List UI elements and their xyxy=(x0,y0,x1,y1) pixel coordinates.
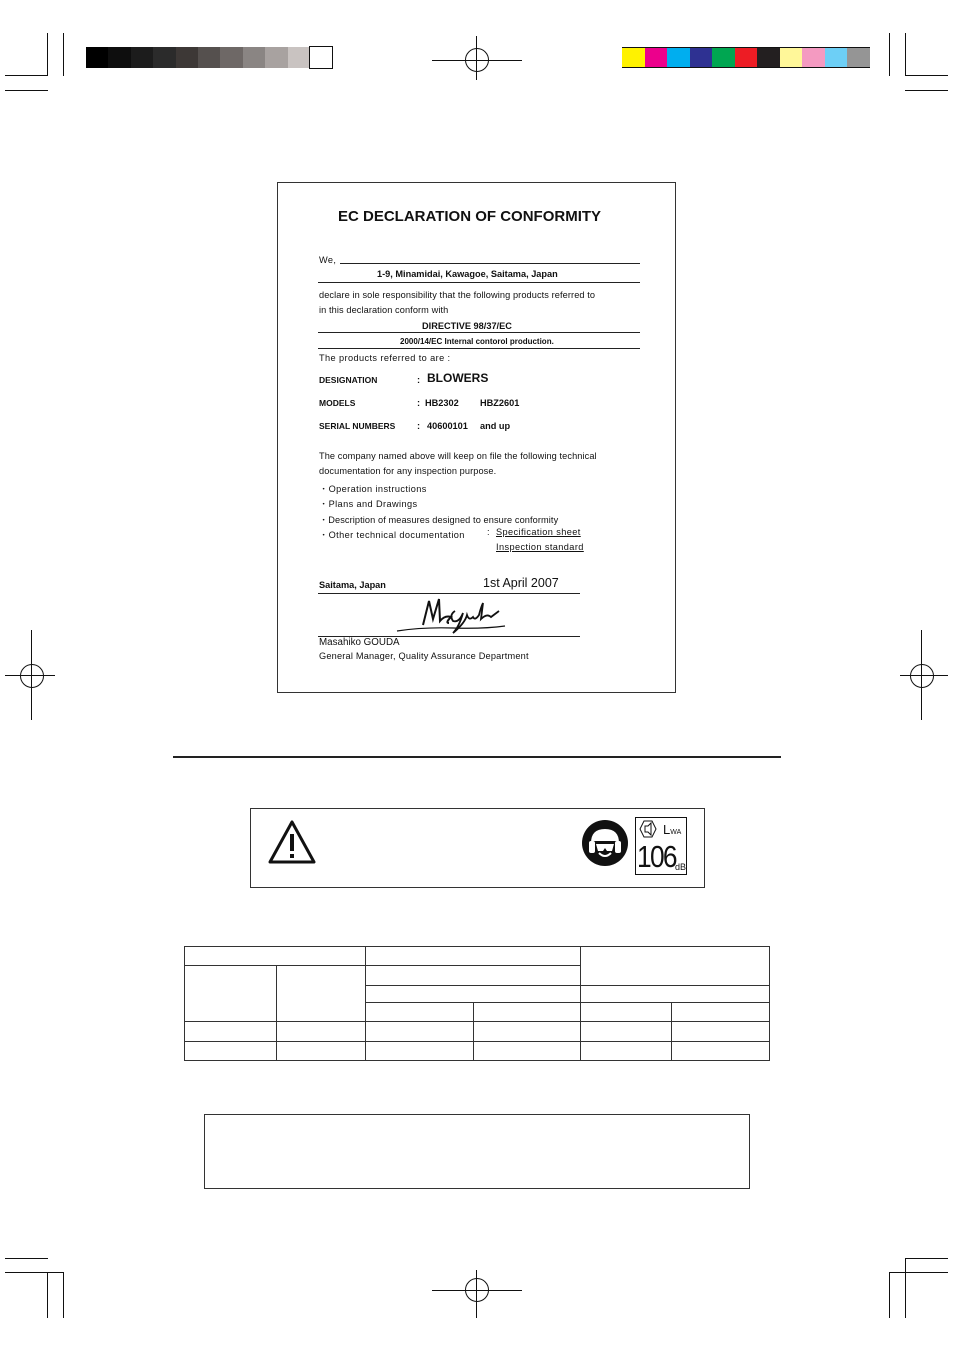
declare-text-line-2: in this declaration conform with xyxy=(319,305,449,315)
eye-ear-protection-icon xyxy=(581,819,629,867)
noise-level-unit: dB xyxy=(675,862,687,872)
company-text-line-2: documentation for any inspection purpose. xyxy=(319,466,497,476)
doc-item: ・Operation instructions xyxy=(319,484,427,494)
models-label: MODELS xyxy=(319,398,356,408)
signature-image xyxy=(393,593,513,637)
color-swatch xyxy=(622,47,645,68)
gray-swatch xyxy=(131,47,153,68)
note-box xyxy=(204,1114,750,1189)
designation-value: BLOWERS xyxy=(427,371,489,385)
color-swatch xyxy=(825,47,848,68)
sound-power-icon xyxy=(638,820,658,838)
color-swatch xyxy=(690,47,713,68)
gray-swatch xyxy=(153,47,175,68)
color-swatch xyxy=(645,47,668,68)
table-cell xyxy=(580,1041,672,1061)
sound-power-label xyxy=(635,817,687,875)
table-cell xyxy=(580,1002,672,1022)
table-cell xyxy=(473,1021,581,1042)
color-swatch xyxy=(780,47,803,68)
table-cell xyxy=(580,1021,672,1042)
inspection-standard-text: Inspection standard xyxy=(496,542,584,552)
directive-text: DIRECTIVE 98/37/EC xyxy=(422,321,512,331)
table-cell xyxy=(365,985,581,1003)
table-cell xyxy=(580,985,770,1003)
gray-swatch xyxy=(176,47,198,68)
table-cell xyxy=(671,1002,770,1022)
directive-2000-text: 2000/14/EC Internal contorol production. xyxy=(400,337,554,346)
gray-swatch xyxy=(108,47,130,68)
gray-swatch xyxy=(198,47,220,68)
serial-number-suffix: and up xyxy=(480,421,511,431)
table-cell xyxy=(365,1021,474,1042)
noise-level-value: 106 xyxy=(637,839,676,874)
warning-label-box xyxy=(250,808,705,888)
table-cell xyxy=(473,1002,581,1022)
table-cell xyxy=(671,1021,770,1042)
ec-declaration-box: EC DECLARATION OF CONFORMITY We, 1-9, Minamidai, Kawagoe, Saitama, Japan declare in sole responsibility that the following products referred to in this declaration conform with DIRECTIVE 98/37/EC 2000/14/EC Internal contorol production. The products referred to are : DESIGNATION : BLOWERS MODELS : HB2302 HBZ2601 SERIAL NUMBERS : 40600101 and up The company named above will keep on file the following technical documentation for any inspection purpose. ・Operation instructions ・Plans and Drawings ・Description of measures designed to ensure conformity ・Other technical documentation : Specification sheet Inspection standard Saitama, Japan 1st April 2007 Masahiko GOUDA General Manager, Quality Assurance Department xyxy=(277,182,676,693)
table-cell xyxy=(365,1002,474,1022)
products-intro: The products referred to are : xyxy=(319,353,451,363)
place-text: Saitama, Japan xyxy=(319,580,386,590)
serial-number-value: 40600101 xyxy=(427,421,468,431)
table-cell xyxy=(365,965,581,986)
gray-swatch xyxy=(220,47,242,68)
table-cell xyxy=(365,1041,474,1061)
we-label: We, xyxy=(319,255,337,265)
table-cell xyxy=(276,965,366,1022)
gray-swatch xyxy=(265,47,287,68)
gray-swatch xyxy=(288,47,310,68)
table-cell xyxy=(276,1041,366,1061)
table-cell xyxy=(580,946,770,986)
table-cell xyxy=(671,1041,770,1061)
table-cell xyxy=(276,1021,366,1042)
color-swatch xyxy=(712,47,735,68)
gray-swatch xyxy=(86,47,108,68)
specification-sheet-text: Specification sheet xyxy=(496,527,581,537)
lwa-label: L xyxy=(663,822,671,837)
color-swatch xyxy=(847,47,870,68)
color-swatch xyxy=(802,47,825,68)
lwa-subscript: WA xyxy=(670,829,682,836)
table-cell xyxy=(184,946,366,966)
table-cell xyxy=(184,1021,277,1042)
color-swatch xyxy=(735,47,758,68)
signer-name: Masahiko GOUDA xyxy=(319,637,400,648)
company-text-line-1: The company named above will keep on file the following technical xyxy=(319,451,597,461)
gray-swatch xyxy=(310,47,332,68)
doc-item: ・Plans and Drawings xyxy=(319,499,418,509)
doc-item: ・Description of measures designed to ensure conformity xyxy=(319,515,559,525)
date-text: 1st April 2007 xyxy=(483,576,559,590)
color-swatch xyxy=(667,47,690,68)
declaration-title: EC DECLARATION OF CONFORMITY xyxy=(338,208,602,225)
designation-label: DESIGNATION xyxy=(319,375,378,385)
model-hb2302: HB2302 xyxy=(425,398,459,408)
declare-text-line-1: declare in sole responsibility that the following products referred to xyxy=(319,290,596,300)
manufacturer-address: 1-9, Minamidai, Kawagoe, Saitama, Japan xyxy=(377,269,558,279)
table-cell xyxy=(184,1041,277,1061)
model-hbz2601: HBZ2601 xyxy=(480,398,520,408)
table-cell xyxy=(365,946,581,966)
color-swatch xyxy=(757,47,780,68)
gray-swatch xyxy=(243,47,265,68)
serial-numbers-label: SERIAL NUMBERS xyxy=(319,421,396,431)
section-divider xyxy=(173,756,781,758)
warning-triangle-icon xyxy=(267,819,317,865)
doc-item: ・Other technical documentation xyxy=(319,530,465,540)
table-cell xyxy=(184,965,277,1022)
signer-title: General Manager, Quality Assurance Department xyxy=(319,651,529,661)
table-cell xyxy=(473,1041,581,1061)
